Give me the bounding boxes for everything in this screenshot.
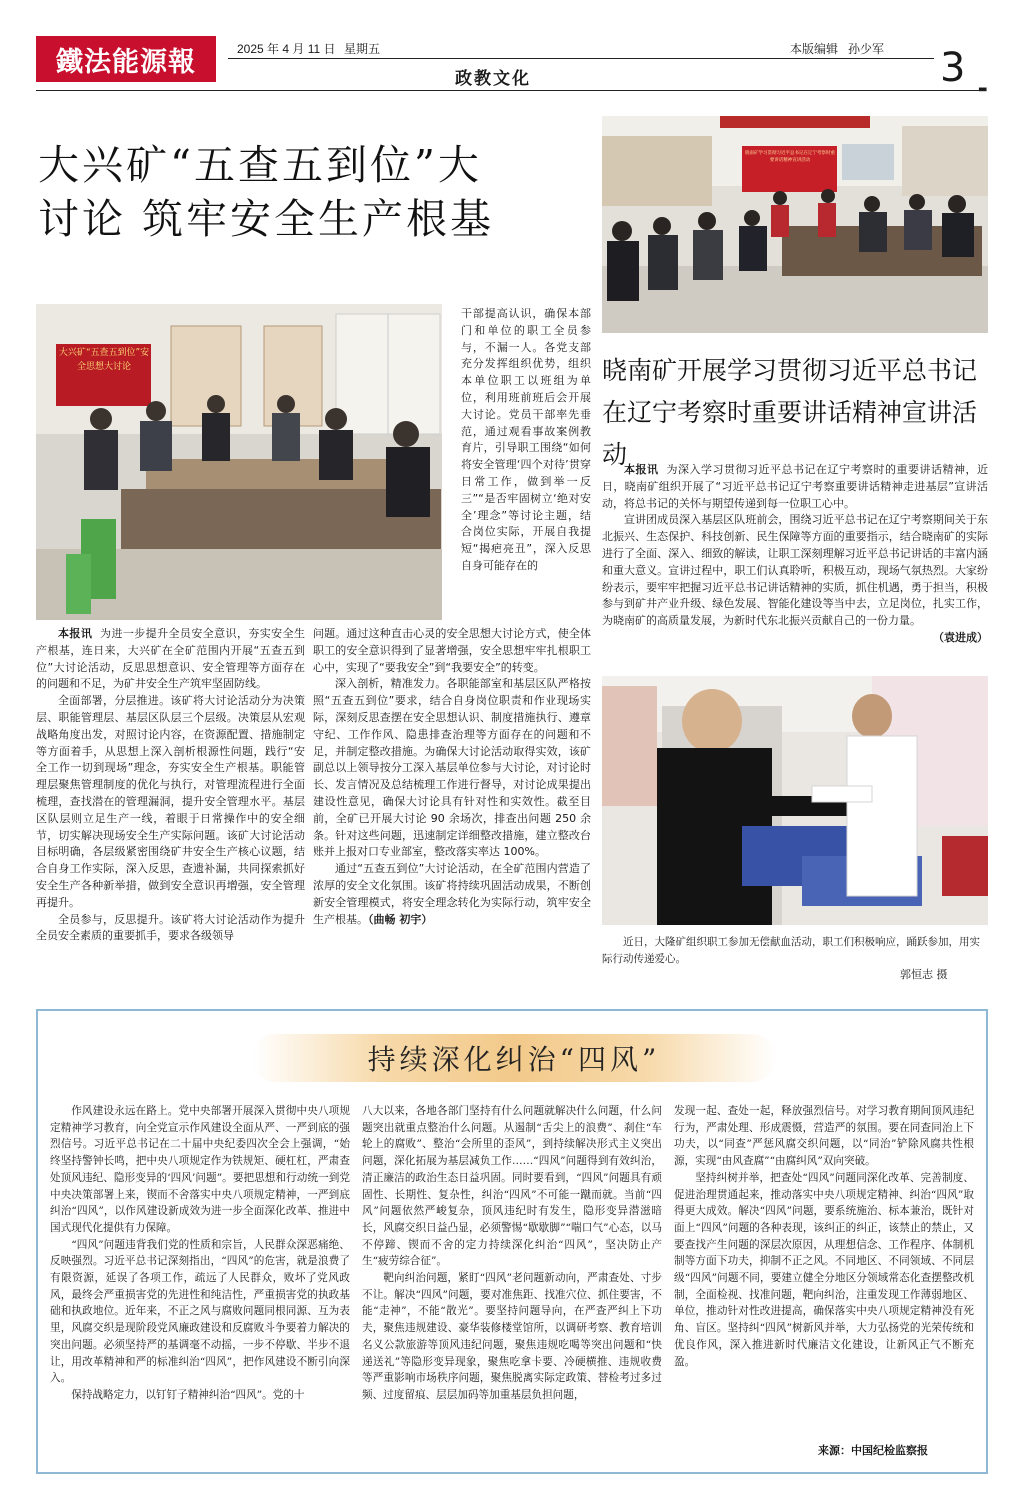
article1-headline-line1: 大兴矿“五查五到位”大 bbox=[38, 141, 482, 189]
article1-col2-para3-text: 通过“五查五到位”大讨论活动，在全矿范围内营造了浓厚的安全文化氛围。该矿将持续巩固活动成果，不断创新安全管理模式，将安全理念转化为实际行动，筑牢安全生产根基。 bbox=[313, 862, 591, 926]
article1-col-top-text: 干部提高认识，确保本部门和单位的职工全员参与，不漏一人。各党支部充分发挥组织优势，组织本单位职工以班组为单位，利用班前班后会开展大讨论。党员干部率先垂范，通过观看事故案例教育片，引导职工围绕“如何将安全管理‘四个对待’贯穿日常工作，做到举一反三”“是否牢固树立‘绝对安全’理念”等讨论主题，结合岗位实际，开展自我提短“揭疤亮丑”，深入反思自身可能存在的 bbox=[461, 307, 591, 572]
blood-donation-photo bbox=[602, 676, 988, 925]
editor-label: 本版编辑 bbox=[790, 42, 839, 56]
article1-col2-para2: 深入剖析，精准发力。各职能部室和基层区队严格按照“五查五到位”要求，结合自身岗位职责和作业现场实际，深刻反思查摆在安全思想认识、制度措施执行、遵章守纪、工作作风、隐患排查治理等方面存在的问题和不足，并制定整改措施。为确保大讨论活动取得实效，该矿副总以上领导按分工深入基层单位参与大讨论，对讨论时长、发言情况及总结梳理工作进行督导，对讨论成果提出建设性意见，确保大讨论具有针对性和实效性。截至目前，全矿已开展大讨论 90 余场次，排查出问题 250 余条。针对这些问题，迅速制定详细整改措施，建立整改台账并上报对口专业部室，整改落实率达 100%。 bbox=[313, 677, 591, 859]
feature-c1-para3: 保持战略定力，以钉钉子精神纠治“四风”。党的十 bbox=[71, 1388, 305, 1401]
article2-para2 bbox=[602, 512, 988, 644]
article1-byline: （曲畅 初宇） bbox=[368, 912, 433, 926]
issue-date: 2025 年 4 月 11 日 bbox=[237, 42, 336, 56]
blood-donation-caption-text: 近日，大隆矿组织职工参加无偿献血活动，职工们积极响应，踊跃参加，用实际行动传递爱心。 bbox=[602, 936, 980, 965]
feature-title-banner bbox=[252, 1034, 776, 1082]
feature-col1 bbox=[50, 1103, 350, 1443]
article2-headline-line1: 晓南矿开展学习贯彻习近平总书记 bbox=[602, 356, 978, 385]
page-number: 3 bbox=[940, 45, 966, 91]
feature-source: 来源：中国纪检监察报 bbox=[818, 1444, 928, 1457]
issue-weekday: 星期五 bbox=[344, 42, 381, 56]
feature-c3-para2: 坚持纠树并举，把查处“四风”问题同深化改革、完善制度、促进治理贯通起来，推动落实中央八项规定精神、纠治“四风”取得更大成效。解决“四风”问题，要系统施治、标本兼治，既针对面上“四风”问题的各种表现，该纠正的纠正，该禁止的禁止，又要查找产生问题的深层次原因，从理想信念、工作程序、体制机制等方面下功夫，抑制不正之风。不同地区、不同领域、不同层级“四风”问题不同，要建立健全分地区分领域常态化查摆整改机制，全面检视、找准问题，靶向纠治，注重发现工作薄弱地区、单位，推动针对性改进提高，确保落实中央八项规定精神没有死角、盲区。坚持纠“四风”树新风并举，大力弘扬党的光荣传统和优良作风，深入推进新时代廉洁文化建设，让新风正气不断充盈。 bbox=[674, 1171, 974, 1368]
article1-lead: 本报讯 bbox=[58, 627, 93, 640]
article1-para bbox=[36, 626, 305, 693]
masthead-text: 鐵法能源報 bbox=[56, 46, 196, 78]
article2-lead: 本报讯 bbox=[624, 463, 659, 476]
feature-c1-para2: “四风”问题违背我们党的性质和宗旨，人民群众深恶痛绝、反映强烈。习近平总书记深刻指出，“四风”的危害，就是浪费了有限资源，延误了各项工作，疏远了人民群众，败坏了党风政风，最终会严重损害党的先进性和纯洁性，严重损害党的执政基础和执政地位。近年来，不正之风与腐败问题同根同源、互为表里，风腐交织是现阶段党风廉政建设和反腐败斗争要着力解决的突出问题。必须坚持严的基调毫不动摇，一步不停歇、半步不退让，用改革精神和严的标准纠治“四风”，把作风建设不断引向深入。 bbox=[50, 1238, 350, 1385]
feature-c2-para1: 八大以来，各地各部门坚持有什么问题就解决什么问题，什么问题突出就重点整治什么问题。从遏制“舌尖上的浪费”、刹住“车轮上的腐败”、整治“会所里的歪风”，到持续解决形式主义突出问题，深化拓展为基层减负工作……“四风”问题得到有效纠治，清正廉洁的政治生态日益巩固。同时要看到，“四风”问题具有顽固性、长期性、复杂性，纠治“四风”不可能一蹴而就。当前“四风”问题依然严峻复杂，顶风违纪时有发生，隐形变异潜滋暗长，风腐交织日益凸显，必须警惕“歇歇脚”“喘口气”心态，以马不停蹄、锲而不舍的定力持续深化纠治“四风”，坚决防止产生“疲劳综合征”。 bbox=[362, 1105, 662, 1268]
article2-headline-line2: 在辽宁考察时重要讲话精神宣讲活动 bbox=[602, 398, 978, 469]
header-rule bbox=[228, 58, 934, 59]
masthead-logo bbox=[36, 36, 216, 82]
photo-banner-text: 大兴矿“五查五到位”安全思想大讨论 bbox=[58, 348, 150, 372]
article1-para2: 全面部署，分层推进。该矿将大讨论活动分为决策层、职能管理层、基层区队层三个层级。决策层从宏观战略角度出发，对照讨论内容，在资源配置、措施制定等方面着手，从思想上深入剖析根源性问题，践行“安全工作一切到现场”理念，夯实安全生产根基。职能管理层聚焦管理制度的优化与执行，对管理流程进行全面梳理，查找潜在的管理漏洞，提升安全管理水平。基层区队层则立足生产一线，着眼于日常操作中的安全细节，切实解决现场安全生产实际问题。该矿大讨论活动目标明确，各层级紧密围绕矿井安全生产核心议题，结合自身工作实际，深入反思，查遗补漏，共同探索抓好安全生产各种新举措，做到安全意识再增强，安全管理再提升。 bbox=[36, 694, 305, 909]
article2-byline: （袁进成） bbox=[933, 630, 988, 644]
feature-col2 bbox=[362, 1103, 662, 1443]
section-title: 政教文化 bbox=[455, 69, 531, 89]
article1-col2-para1: 问题。通过这种直击心灵的安全思想大讨论方式，使全体职工的安全意识得到了显著增强，安全思想牢牢扎根职工心中，实现了“要我安全”到“我要安全”的转变。 bbox=[313, 627, 591, 674]
article1-headline-line2: 讨论 筑牢安全生产根基 bbox=[38, 195, 495, 243]
page-tick-decoration: ▬ bbox=[978, 84, 987, 95]
feature-c2-para2: 靶向纠治问题，紧盯“四风”老问题新动向，严肃查处、寸步不让。解决“四风”问题，要对准焦距、找准穴位、抓住要害，不能“走神”，不能“散光”。要坚持问题导向，在严查严纠上下功夫，聚焦违规建设、豪华装修楼堂馆所，以调研考察、教育培训名义公款旅游等顶风违纪问题，聚焦违规吃喝等突出问题和“快递送礼”等隐形变异现象，聚焦吃拿卡要、冷硬横推、违规收费等严重影响市场秩序问题，聚焦脱离实际定政策、替检考过多过频、过度留痕、层层加码等加重基层负担问题， bbox=[362, 1272, 662, 1401]
article1-para3: 全员参与，反思提升。该矿将大讨论活动作为提升全员安全素质的重要抓手，要求各级领导 bbox=[36, 912, 305, 943]
feature-col3 bbox=[674, 1103, 974, 1439]
feature-title: 持续深化纠治“四风” bbox=[367, 1043, 661, 1076]
photo-credit: 郭恒志 摄 bbox=[900, 968, 948, 981]
article1-col2-para3 bbox=[313, 861, 591, 928]
article2-para2-text: 宣讲团成员深入基层区队班前会，围绕习近平总书记在辽宁考察期间关于东北振兴、生态保护、科技创新、民生保障等方面的重要指示，结合晓南矿的实际进行了全面、深入、细致的解读，让职工深刻理解习近平总书记讲话的丰富内涵和重大意义。宣讲过程中，职工们认真聆听，积极互动，现场气氛热烈。大家纷纷表示，要牢牢把握习近平总书记讲话精神的实质，抓住机遇，勇于担当，积极参与到矿井产业升级、绿色发展、智能化建设等当中去，立足岗位，扎实工作，为晓南矿的高质量发展，为新时代东北振兴贡献自己的一份力量。 bbox=[602, 513, 988, 628]
photo-screen-text: 晓南矿学习贯彻习近平总书记在辽宁考察时重要讲话精神宣讲活动 bbox=[745, 151, 835, 163]
feature-c1-para1: 作风建设永远在路上。党中央部署开展深入贯彻中央八项规定精神学习教育，向全党宣示作风建设全面从严、一严到底的强烈信号。习近平总书记在二十届中央纪委四次全会上强调，“始终坚持警钟长鸣，把中央八项规定作为铁规矩、硬杠杠，严肃查处顶风违纪、隐形变异的‘四风’问题”。要把思想和行动统一到党中央决策部署上来，锲而不舍落实中央八项规定精神，一严到底纠治“四风”，以作风建设新成效为进一步全面深化改革、推进中国式现代化提供有力保障。 bbox=[50, 1105, 350, 1234]
article2-body bbox=[602, 462, 988, 656]
article1-para1: 为进一步提升全员安全意识，夯实安全生产根基，连日来，大兴矿在全矿范围内开展“五查五到位”大讨论活动，反思思想意识、安全管理等方面存在的问题和不足，为矿井安全生产筑牢坚固防线。 bbox=[36, 627, 305, 691]
header-rule-bottom bbox=[36, 90, 986, 91]
blood-donation-caption bbox=[602, 934, 988, 968]
feature-c3-para1: 发现一起、查处一起，释放强烈信号。对学习教育期间顶风违纪行为，严肃处理、形成震慑，营造严的氛围。要在同查同治上下功夫，以“同查”严惩风腐交织问题，以“同治”铲除风腐共性根源，实现“由风查腐”“由腐纠风”双向突破。 bbox=[674, 1105, 974, 1168]
article1-col1 bbox=[36, 626, 305, 982]
article2-para bbox=[602, 462, 988, 512]
article2-photo bbox=[602, 116, 988, 333]
article1-headline bbox=[38, 138, 598, 246]
editor-name: 孙少军 bbox=[848, 42, 885, 56]
article1-col2 bbox=[313, 626, 591, 982]
article2-para1: 为深入学习贯彻习近平总书记在辽宁考察时的重要讲话精神，近日，晓南矿组织开展了“习近平总书记辽宁考察重要讲话精神走进基层”宣讲活动，将总书记的关怀与期望传递到每一位职工心中。 bbox=[602, 463, 988, 510]
article1-col-top bbox=[461, 306, 591, 622]
article2-headline bbox=[602, 350, 992, 476]
article1-photo bbox=[36, 304, 442, 620]
